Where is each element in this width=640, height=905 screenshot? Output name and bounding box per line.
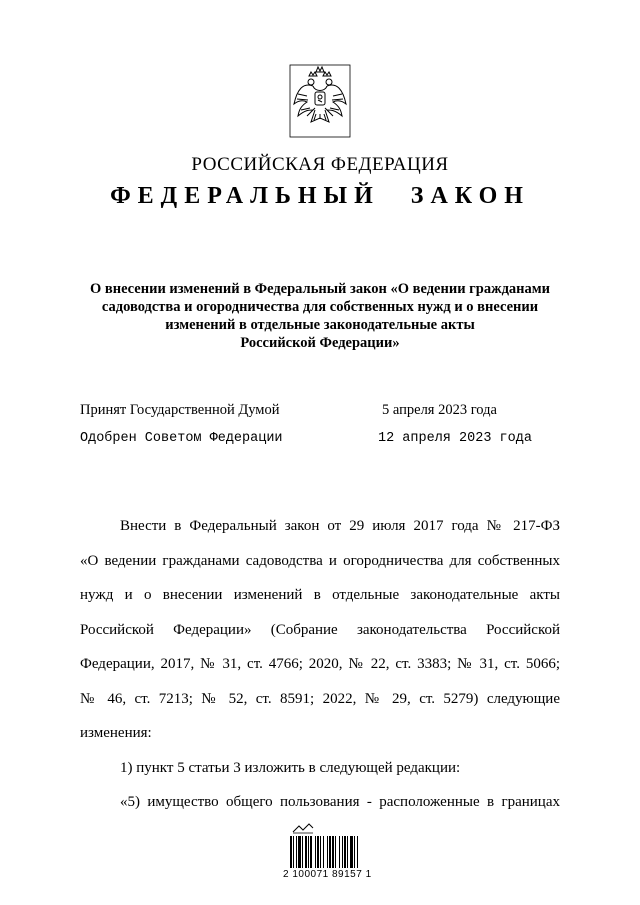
country-name: РОССИЙСКАЯ ФЕДЕРАЦИЯ — [191, 154, 449, 175]
barcode-icon — [290, 836, 380, 868]
body-line: Внести в Федеральный закон от 29 июля 2017 года № 217-ФЗ — [120, 518, 560, 534]
body-line: «О ведении гражданами садоводства и огородничества для собственных — [80, 552, 560, 569]
body-line: нужд и о внесении изменений в отдельные законодательные акты — [80, 587, 560, 603]
duma-adoption-date: 5 апреля 2023 года — [382, 402, 497, 418]
council-approval-date: 12 апреля 2023 года — [378, 431, 532, 446]
law-body — [80, 509, 560, 820]
council-approval-label: Одобрен Советом Федерации — [80, 431, 283, 446]
document-type: ФЕДЕРАЛЬНЫЙ ЗАКОН — [110, 183, 530, 209]
amendment-item-1: 1) пункт 5 статьи 3 изложить в следующей редакции: — [120, 759, 461, 776]
state-emblem-icon — [289, 64, 351, 138]
law-title-line: садоводства и огородничества для собственных нужд и о внесении — [101, 299, 539, 315]
barcode-number: 2 100071 89157 1 — [283, 869, 372, 880]
body-line: Федерации, 2017, № 31, ст. 4766; 2020, № 22, ст. 3383; № 31, ст. 5066; — [80, 656, 560, 672]
law-title-line: изменений в отдельные законодательные акты — [165, 317, 475, 333]
amendment-item-2: «5) имущество общего пользования - расположенные в границах — [120, 794, 560, 810]
duma-adoption-label: Принят Государственной Думой — [80, 402, 280, 418]
body-line: изменения: — [80, 725, 152, 741]
body-line: Российской Федерации» (Собрание законодательства Российской — [80, 621, 560, 638]
law-title-line: О внесении изменений в Федеральный закон «О ведении гражданами — [89, 281, 551, 297]
registry-mark-icon — [291, 822, 315, 834]
body-line: № 46, ст. 7213; № 52, ст. 8591; 2022, № 29, ст. 5279) следующие — [80, 690, 560, 707]
law-title-line: Российской Федерации» — [240, 335, 400, 351]
law-title — [70, 280, 570, 352]
